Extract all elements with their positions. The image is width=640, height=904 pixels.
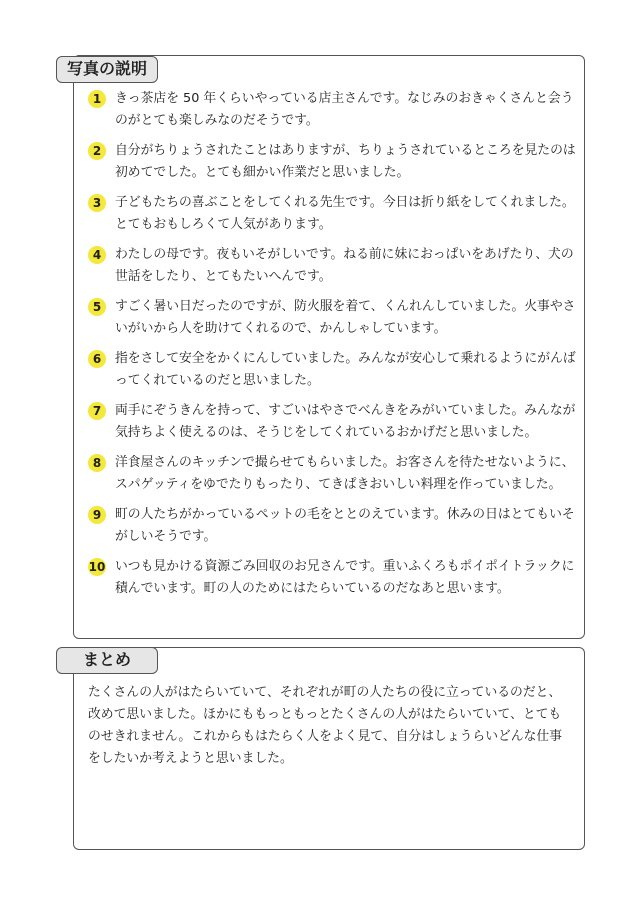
item-number-badge: 2 xyxy=(88,142,106,160)
item-number-badge: 3 xyxy=(88,194,106,212)
item-text: すごく暑い日だったのですが、防火服を着て、くんれんしていました。火事やさいがいから人を助けてくれるので、かんしゃしています。 xyxy=(115,299,576,336)
item-text: 自分がちりょうされたことはありますが、ちりょうされているところを見たのは初めてでした。とても細かい作業だと思いました。 xyxy=(115,143,576,180)
photo-description-item xyxy=(88,88,578,132)
item-text: わたしの母です。夜もいそがしいです。ねる前に妹におっぱいをあげたり、犬の世話をしたり、とてもたいへんです。 xyxy=(115,247,574,284)
item-number-badge: 5 xyxy=(88,298,106,316)
photo-description-item xyxy=(88,296,578,340)
item-text: きっ茶店を 50 年くらいやっている店主さんです。なじみのおきゃくさんと会うのがとても楽しみなのだそうです。 xyxy=(115,91,574,128)
photo-description-item xyxy=(88,348,578,392)
item-number-badge: 10 xyxy=(88,560,106,574)
item-text: いつも見かける資源ごみ回収のお兄さんです。重いふくろもポイポイトラックに積んでいます。町の人のためにはたらいているのだなあと思います。 xyxy=(115,559,575,596)
item-number-badge: 7 xyxy=(88,402,106,420)
photos-section-title: 写真の説明 xyxy=(56,56,158,83)
item-number-badge: 8 xyxy=(88,454,106,472)
photo-description-item xyxy=(88,140,578,184)
item-text: 町の人たちがかっているペットの毛をととのえています。休みの日はとてもいそがしいそうです。 xyxy=(115,507,575,544)
summary-text: たくさんの人がはたらいていて、それぞれが町の人たちの役に立っているのだと、改めて思いました。ほかにももっともっとたくさんの人がはたらいていて、とてものせきれません。これからもはたらく人をよく見て、自分はしょうらいどんな仕事をしたいか考えようと思いました。 xyxy=(88,685,562,766)
photo-description-item xyxy=(88,192,578,236)
photo-description-item xyxy=(88,556,578,600)
item-number-badge: 9 xyxy=(88,506,106,524)
item-text: 両手にぞうきんを持って、すごいはやさでべんきをみがいていました。みんなが気持ちよく使えるのは、そうじをしてくれているおかげだと思いました。 xyxy=(115,403,576,440)
photo-description-item xyxy=(88,400,578,444)
item-number-badge: 6 xyxy=(88,350,106,368)
item-text: 子どもたちの喜ぶことをしてくれる先生です。今日は折り紙をしてくれました。とてもおもしろくて人気があります。 xyxy=(115,195,575,232)
photo-description-list xyxy=(88,88,578,600)
photo-description-item xyxy=(88,452,578,496)
item-number-badge: 4 xyxy=(88,246,106,264)
item-text: 指をさして安全をかくにんしていました。みんなが安心して乗れるようにがんばってくれているのだと思いました。 xyxy=(115,351,576,388)
summary-section-title: まとめ xyxy=(56,647,158,674)
photo-description-item xyxy=(88,504,578,548)
item-number-badge: 1 xyxy=(88,90,106,108)
photo-description-item xyxy=(88,244,578,288)
item-text: 洋食屋さんのキッチンで撮らせてもらいました。お客さんを待たせないように、スパゲッティをゆでたりもったり、てきぱきおいしい料理を作っていました。 xyxy=(115,455,575,492)
